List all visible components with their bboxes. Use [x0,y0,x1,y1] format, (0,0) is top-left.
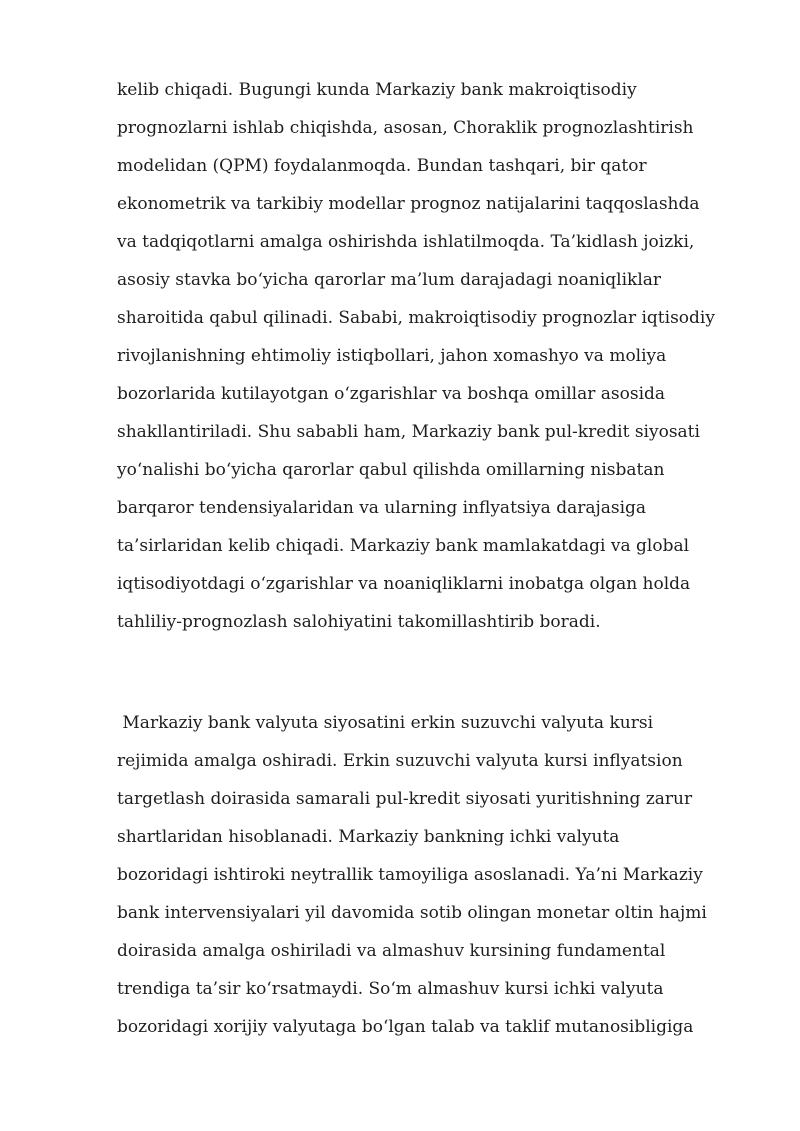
paragraph-line: asosiy stavka bo‘yicha qarorlar ma’lum darajadagi noaniqliklar [117,270,662,290]
paragraph-line: bozoridagi ishtiroki neytrallik tamoyiliga asoslanadi. Ya’ni Markaziy [117,865,703,885]
paragraph-line: targetlash doirasida samarali pul-kredit siyosati yuritishning zarur [117,789,693,809]
paragraph-line: sharoitida qabul qilinadi. Sababi, makroiqtisodiy prognozlar iqtisodiy [117,308,715,328]
paragraph-line: bozorlarida kutilayotgan o‘zgarishlar va boshqa omillar asosida [117,384,666,404]
paragraph-line: va tadqiqotlarni amalga oshirishda ishlatilmoqda. Ta’kidlash joizki, [117,232,695,252]
paragraph-line: rivojlanishning ehtimoliy istiqbollari, jahon xomashyo va moliya [117,346,667,366]
paragraph-line: trendiga ta’sir ko‘rsatmaydi. So‘m almashuv kursi ichki valyuta [117,979,664,999]
paragraph-line: shakllantiriladi. Shu sababli ham, Markaziy bank pul-kredit siyosati [117,422,700,442]
paragraph-line: kelib chiqadi. Bugungi kunda Markaziy bank makroiqtisodiy [117,80,637,100]
paragraph-line: ta’sirlaridan kelib chiqadi. Markaziy bank mamlakatdagi va global [117,536,690,556]
paragraph-monetary-policy-forecasting [117,71,757,641]
paragraph-line: bozoridagi xorijiy valyutaga bo‘lgan talab va taklif mutanosibligiga [117,1017,694,1037]
paragraph-line: modelidan (QPM) foydalanmoqda. Bundan tashqari, bir qator [117,156,647,176]
paragraph-line: rejimida amalga oshiradi. Erkin suzuvchi valyuta kursi inflyatsion [117,751,683,771]
paragraph-line: prognozlarni ishlab chiqishda, asosan, Choraklik prognozlashtirish [117,118,694,138]
paragraph-line: yo‘nalishi bo‘yicha qarorlar qabul qilishda omillarning nisbatan [117,460,665,480]
paragraph-currency-policy [117,704,757,1046]
paragraph-line: barqaror tendensiyalaridan va ularning inflyatsiya darajasiga [117,498,647,518]
paragraph-line: Markaziy bank valyuta siyosatini erkin suzuvchi valyuta kursi [117,713,654,733]
paragraph-line: tahliliy-prognozlash salohiyatini takomillashtirib boradi. [117,612,601,632]
paragraph-line: iqtisodiyotdagi o‘zgarishlar va noaniqliklarni inobatga olgan holda [117,574,691,594]
paragraph-line: ekonometrik va tarkibiy modellar prognoz natijalarini taqqoslashda [117,194,700,214]
paragraph-line: bank intervensiyalari yil davomida sotib olingan monetar oltin hajmi [117,903,707,923]
paragraph-line: shartlaridan hisoblanadi. Markaziy bankning ichki valyuta [117,827,620,847]
paragraph-line: doirasida amalga oshiriladi va almashuv kursining fundamental [117,941,666,961]
